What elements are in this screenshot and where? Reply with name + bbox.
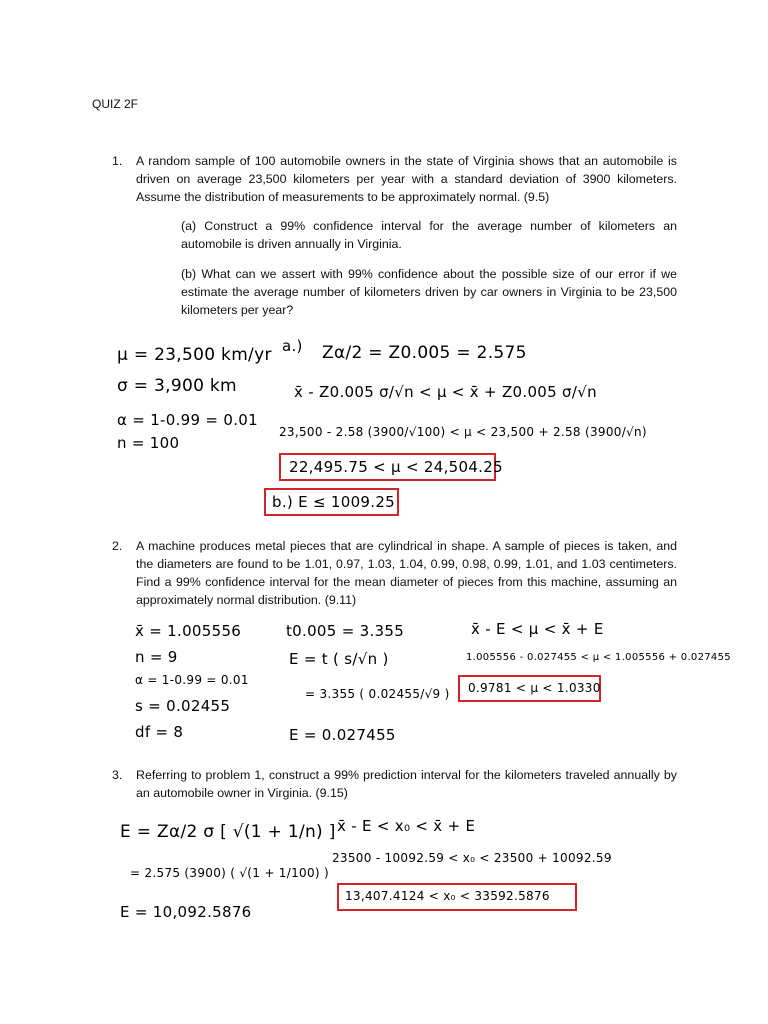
q2-number: 2. bbox=[112, 539, 123, 553]
q2-e-sub: = 3.355 ( 0.02455/√9 ) bbox=[305, 687, 450, 701]
q3-interval-sub: 23500 - 10092.59 < x₀ < 23500 + 10092.59 bbox=[332, 851, 612, 865]
q1-number: 1. bbox=[112, 154, 123, 168]
quiz-title: QUIZ 2F bbox=[92, 97, 139, 111]
q2-answer: 0.9781 < μ < 1.0330 bbox=[468, 681, 601, 695]
q1-answer-b: b.) E ≤ 1009.25 bbox=[272, 493, 396, 511]
q2-e-formula: E = t ( s/√n ) bbox=[289, 650, 389, 668]
q3-e-value: E = 10,092.5876 bbox=[120, 903, 252, 921]
q3-interval-formula: x̄ - E < x₀ < x̄ + E bbox=[337, 817, 476, 835]
q1-alpha: α = 1-0.99 = 0.01 bbox=[117, 411, 258, 429]
q1-part-b: (b) What can we assert with 99% confidence about the possible size of our error if we estimate the average number of kilometers driven by car owners in Virginia to be 23,500 kilometers per year? bbox=[181, 267, 677, 317]
q1-formula: x̄ - Z0.005 σ/√n < μ < x̄ + Z0.005 σ/√n bbox=[294, 383, 597, 401]
q3-number: 3. bbox=[112, 768, 123, 782]
q1-a-label: a.) bbox=[282, 337, 303, 355]
q1-substitution: 23,500 - 2.58 (3900/√100) < μ < 23,500 + 2.58 (3900/√n) bbox=[279, 425, 647, 439]
q3-text: Referring to problem 1, construct a 99% prediction interval for the kilometers traveled annually by an automobile owner in Virginia. (9.15) bbox=[136, 768, 677, 800]
q3-e-formula: E = Zα/2 σ [ √(1 + 1/n) ] bbox=[120, 822, 336, 842]
q1-part-a: (a) Construct a 99% confidence interval for the average number of kilometers an automobile is driven annually in Virginia. bbox=[181, 219, 677, 251]
q2-xbar: x̄ = 1.005556 bbox=[135, 622, 242, 640]
q2-n: n = 9 bbox=[135, 648, 178, 666]
q1-text: A random sample of 100 automobile owners in the state of Virginia shows that an automobile is driven on average 23,500 kilometers per year with a standard deviation of 3900 kilometers. Assume the distribution of measurements to be approximately normal. (9.5) bbox=[136, 154, 677, 204]
q2-df: df = 8 bbox=[135, 723, 184, 741]
q1-z: Zα/2 = Z0.005 = 2.575 bbox=[322, 343, 527, 363]
q1-mu: μ = 23,500 km/yr bbox=[117, 345, 272, 365]
q2-t: t0.005 = 3.355 bbox=[286, 622, 405, 640]
q1-answer-a: 22,495.75 < μ < 24,504.25 bbox=[289, 458, 503, 476]
q2-e-value: E = 0.027455 bbox=[289, 726, 396, 744]
q2-text: A machine produces metal pieces that are cylindrical in shape. A sample of pieces is taken, and the diameters are found to be 1.01, 0.97, 1.03, 1.04, 0.99, 0.98, 0.99, 1.01, and 1.03 centimeters. Find a 99% confidence interval for the mean diameter of pieces from this machine, assuming an approximately normal distribution. (9.11) bbox=[136, 539, 677, 607]
q2-interval-formula: x̄ - E < μ < x̄ + E bbox=[471, 620, 604, 638]
q1-n: n = 100 bbox=[117, 434, 180, 452]
q2-alpha: α = 1-0.99 = 0.01 bbox=[135, 673, 249, 687]
q2-s: s = 0.02455 bbox=[135, 697, 231, 715]
q2-interval-sub: 1.005556 - 0.027455 < μ < 1.005556 + 0.027455 bbox=[466, 652, 731, 663]
q3-answer: 13,407.4124 < x₀ < 33592.5876 bbox=[345, 889, 550, 903]
q1-sigma: σ = 3,900 km bbox=[117, 376, 237, 396]
q3-e-sub: = 2.575 (3900) ( √(1 + 1/100) ) bbox=[130, 866, 329, 880]
